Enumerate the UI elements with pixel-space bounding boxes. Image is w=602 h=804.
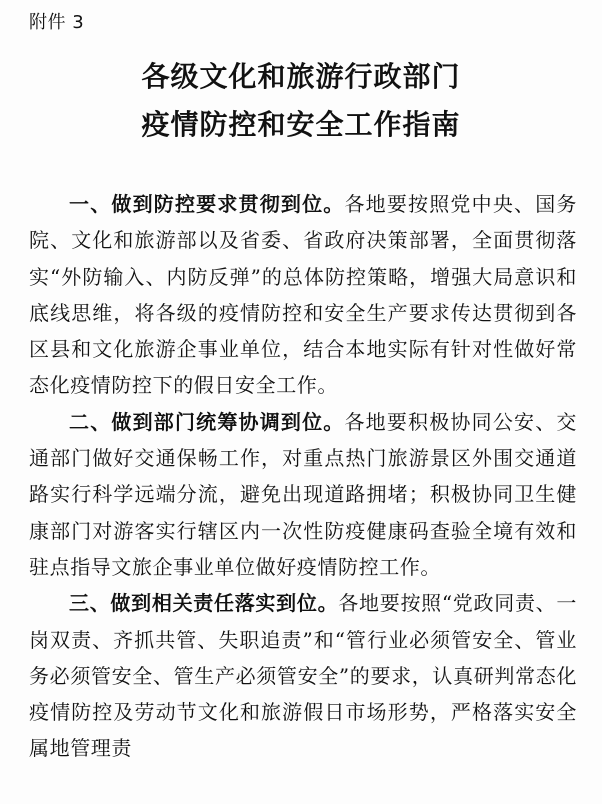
section-heading-2: 二、做到部门统筹协调到位。 [69, 409, 345, 434]
section-text-1: 各地要按照党中央、国务院、文化和旅游部以及省委、省政府决策部署，全面贯彻落实“外防输入、内防反弹”的总体防控策略，增强大局意识和底线思维，将各级的疫情防控和安全生产要求传达贯彻到各区县和文化旅游企事业单位，结合本地实际有针对性做好常态化疫情防控下的假日安全工作。 [29, 192, 577, 398]
document-title-line-2: 疫情防控和安全工作指南 [141, 108, 461, 141]
attachment-label: 附件 3 [29, 12, 85, 33]
section-text-2: 各地要积极协同公安、交通部门做好交通保畅工作，对重点热门旅游景区外围交通道路实行科学远端分流，避免出现道路拥堵；积极协同卫生健康部门对游客实行辖区内一次性防疫健康码查验全境有效和驻点指导文旅企事业单位做好疫情防控工作。 [29, 409, 577, 579]
section-paragraph-3 [29, 585, 577, 766]
section-heading-1: 一、做到防控要求贯彻到位。 [69, 192, 345, 216]
section-paragraph-1 [29, 186, 577, 404]
section-paragraph-2 [29, 404, 577, 585]
section-text-3: 各地要按照“党政同责、一岗双责、齐抓共管、失职追责”和“管行业必须管安全、管业务必须管安全、管生产必须管安全”的要求，认真研判常态化疫情防控及劳动节文化和旅游假日市场形势，严格落实安全属地管理责 [29, 591, 577, 761]
section-heading-3: 三、做到相关责任落实到位。 [69, 591, 339, 616]
document-title-line-1: 各级文化和旅游行政部门 [141, 60, 461, 93]
document-body [29, 186, 577, 767]
